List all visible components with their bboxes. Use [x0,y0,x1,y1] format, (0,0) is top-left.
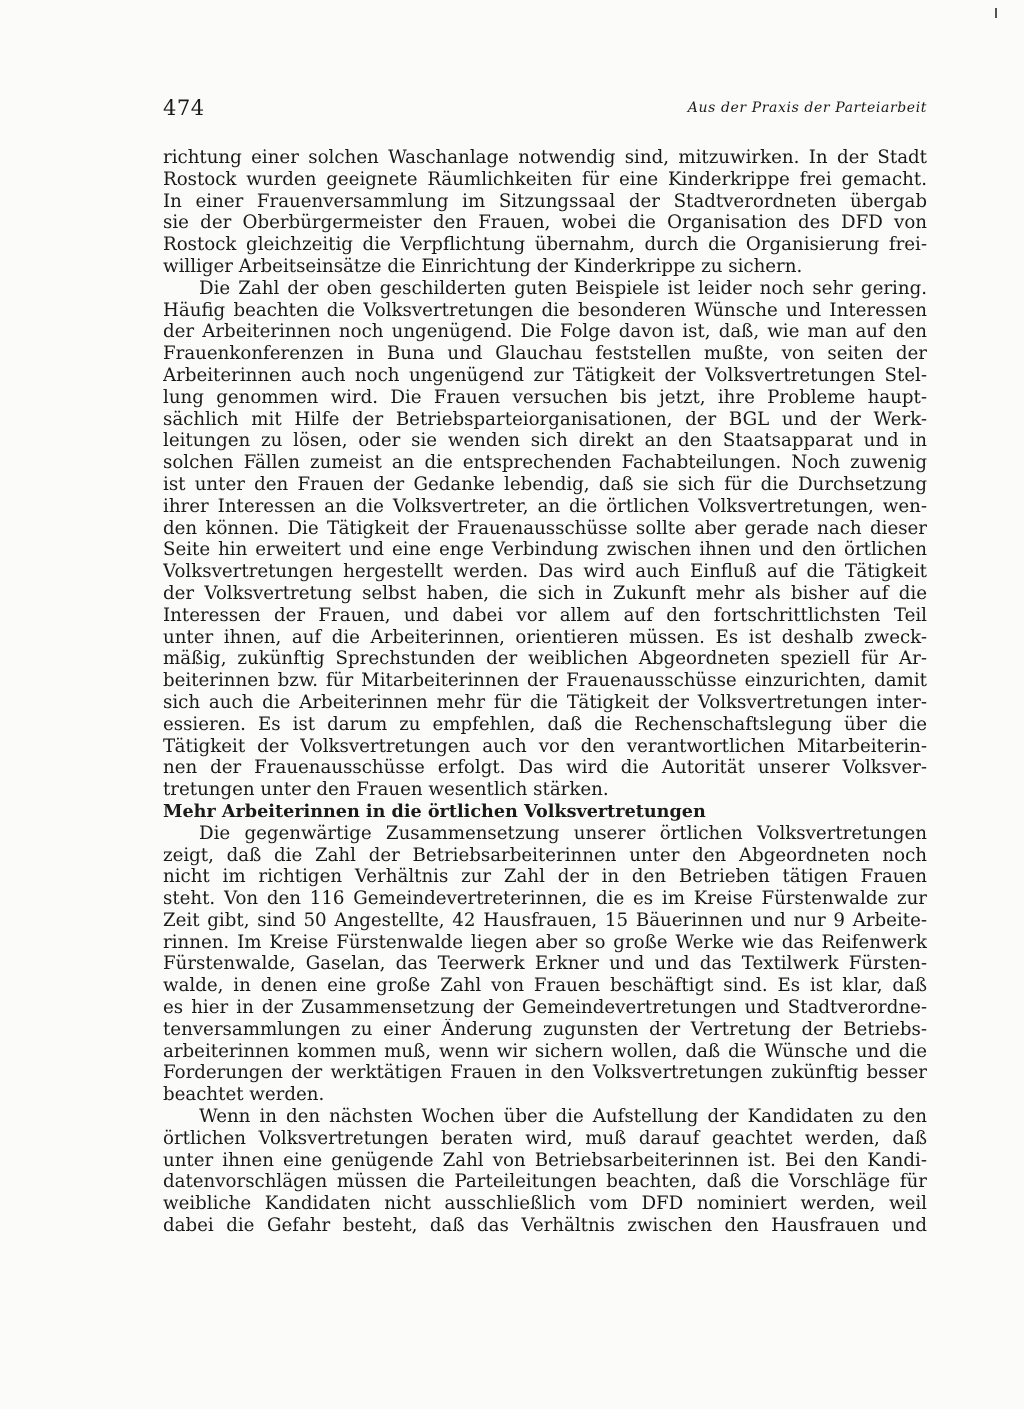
text-line: der Volksvertretung selbst haben, die sich in Zukunft mehr als bisher auf die [163,582,927,604]
text-line: Volksvertretungen hergestellt werden. Das wird auch Einfluß auf die Tätigkeit [163,561,927,583]
text-line: beachtet werden. [163,1084,325,1106]
text-line: es hier in der Zusammensetzung der Gemeindevertretungen und Stadtverordne- [163,997,927,1019]
paragraph [163,147,927,278]
text-line: essieren. Es ist darum zu empfehlen, daß die Rechenschaftslegung über die [163,713,927,735]
text-line: den können. Die Tätigkeit der Frauenausschüsse sollte aber gerade nach dieser [163,517,927,539]
scan-mark [995,8,997,18]
text-line: tenversammlungen zu einer Änderung zugunsten der Vertretung der Betriebs- [163,1018,927,1040]
text-line: unter ihnen eine genügende Zahl von Betriebsarbeiterinnen ist. Bei den Kandi- [163,1149,927,1171]
text-line: dabei die Gefahr besteht, daß das Verhältnis zwischen den Hausfrauen und [163,1215,927,1237]
text-line: Häufig beachten die Volksvertretungen die besonderen Wünsche und Interessen [163,299,927,321]
text-line: Interessen der Frauen, und dabei vor allem auf den fortschrittlichsten Teil [163,604,927,626]
text-line: unter ihnen, auf die Arbeiterinnen, orientieren müssen. Es ist deshalb zweck- [163,626,927,648]
text-line: rinnen. Im Kreise Fürstenwalde liegen aber so große Werke wie das Reifenwerk [163,931,927,953]
text-line: Arbeiterinnen auch noch ungenügend zur Tätigkeit der Volksvertretungen Stel- [163,364,927,386]
text-line: weibliche Kandidaten nicht ausschließlich vom DFD nominiert werden, weil [163,1193,927,1215]
text-line: Rostock wurden geeignete Räumlichkeiten für eine Kinderkrippe frei gemacht. [163,168,927,190]
text-line: steht. Von den 116 Gemeindevertreterinnen, die es im Kreise Fürstenwalde zur [163,888,927,910]
text-line: williger Arbeitseinsätze die Einrichtung der Kinderkrippe zu sichern. [163,255,803,277]
text-line: tretungen unter den Frauen wesentlich stärken. [163,779,609,801]
text-line: ihrer Interessen an die Volksvertreter, an die örtlichen Volksvertretungen, wen- [163,495,927,517]
page-header [163,96,927,124]
text-line: arbeiterinnen kommen muß, wenn wir sichern wollen, daß die Wünsche und die [163,1040,927,1062]
text-line: Tätigkeit der Volksvertretungen auch vor den verantwortlichen Mitarbeiterin- [163,735,927,757]
text-line: leitungen zu lösen, oder sie wenden sich direkt an den Staatsapparat und in [163,430,927,452]
text-line: Die Zahl der oben geschilderten guten Beispiele ist leider noch sehr gering. [199,277,927,299]
text-line: nicht im richtigen Verhältnis zur Zahl der in den Betrieben tätigen Frauen [163,866,927,888]
page-number: 474 [163,96,205,120]
text-line: In einer Frauenversammlung im Sitzungssaal der Stadtverordneten übergab [163,190,927,212]
paragraph [163,1106,927,1237]
text-line: örtlichen Volksvertretungen beraten wird, muß darauf geachtet werden, daß [163,1127,927,1149]
text-line: ist unter den Frauen der Gedanke lebendig, daß sie sich für die Durchsetzung [163,473,927,495]
text-line: richtung einer solchen Waschanlage notwendig sind, mitzuwirken. In der Stadt [163,147,927,168]
text-line: mäßig, zukünftig Sprechstunden der weiblichen Abgeordneten speziell für Ar- [163,648,927,670]
text-line: Frauenkonferenzen in Buna und Glauchau feststellen mußte, von seiten der [163,343,927,365]
text-line: solchen Fällen zumeist an die entsprechenden Fachabteilungen. Noch zuwenig [163,452,927,474]
text-line: Mehr Arbeiterinnen in die örtlichen Volksvertretungen [163,800,706,822]
text-line: Rostock gleichzeitig die Verpflichtung übernahm, durch die Organisierung frei- [163,234,927,256]
paragraph [163,278,927,801]
paragraph [163,823,927,1106]
text-line: Seite hin erweitert und eine enge Verbindung zwischen ihnen und den örtlichen [163,539,927,561]
text-line: beiterinnen bzw. für Mitarbeiterinnen der Frauenausschüsse einzurichten, damit [163,670,927,692]
text-line: zeigt, daß die Zahl der Betriebsarbeiterinnen unter den Abgeordneten noch [163,844,927,866]
text-line: nen der Frauenausschüsse erfolgt. Das wird die Autorität unserer Volksver- [163,757,927,779]
text-line: Zeit gibt, sind 50 Angestellte, 42 Hausfrauen, 15 Bäuerinnen und nur 9 Arbeite- [163,909,927,931]
text-line: der Arbeiterinnen noch ungenügend. Die Folge davon ist, daß, wie man auf den [163,321,927,343]
text-line: sich auch die Arbeiterinnen mehr für die Tätigkeit der Volksvertretungen inter- [163,691,927,713]
text-line: Die gegenwärtige Zusammensetzung unserer örtlichen Volksvertretungen [199,822,927,844]
text-line: Fürstenwalde, Gaselan, das Teerwerk Erkner und und das Textilwerk Fürsten- [163,953,927,975]
text-line: sächlich mit Hilfe der Betriebsparteiorganisationen, der BGL und der Werk- [163,408,927,430]
text-line: datenvorschlägen müssen die Parteileitungen beachten, daß die Vorschläge für [163,1171,927,1193]
text-line: lung genommen wird. Die Frauen versuchen bis jetzt, ihre Probleme haupt- [163,386,927,408]
text-line: walde, in denen eine große Zahl von Frauen beschäftigt sind. Es ist klar, daß [163,975,927,997]
body-text [163,147,927,1237]
section-heading [163,801,927,823]
text-line: sie der Oberbürgermeister den Frauen, wobei die Organisation des DFD von [163,212,927,234]
text-line: Wenn in den nächsten Wochen über die Aufstellung der Kandidaten zu den [199,1106,927,1128]
text-line: Forderungen der werktätigen Frauen in den Volksvertretungen zukünftig besser [163,1062,927,1084]
running-title: Aus der Praxis der Parteiarbeit [687,100,927,116]
